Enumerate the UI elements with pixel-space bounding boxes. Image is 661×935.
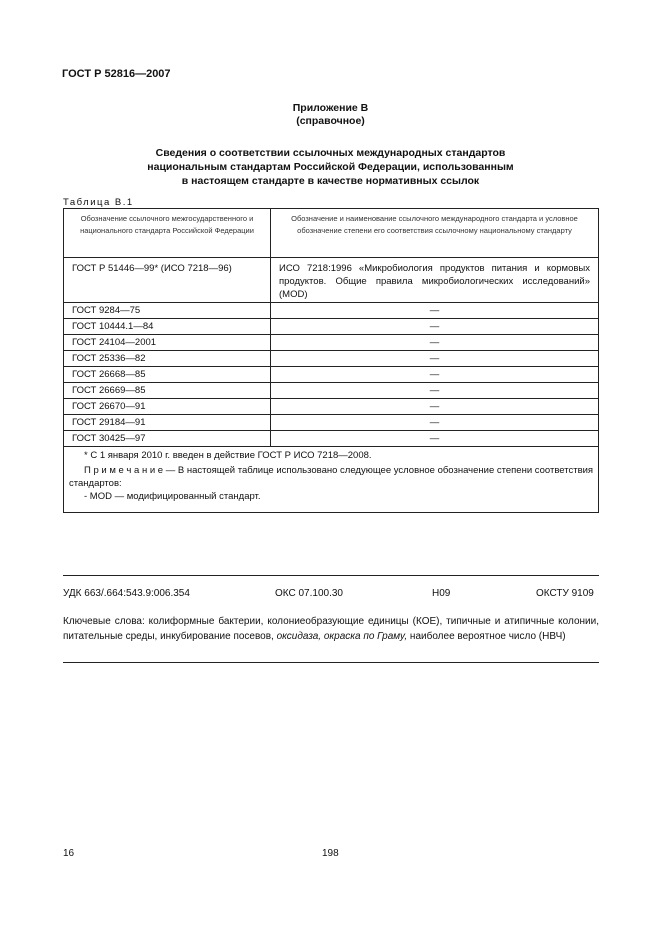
divider [63, 662, 599, 663]
table-row [64, 415, 599, 431]
table-label: Таблица В.1 [63, 197, 134, 208]
document-header: ГОСТ Р 52816—2007 [62, 68, 171, 80]
page-number-left: 16 [63, 848, 75, 859]
table-row [64, 258, 599, 303]
national-standard-cell: ГОСТ 26668—85 [64, 367, 271, 383]
table-row [64, 383, 599, 399]
column-header: Обозначение и наименование ссылочного международного стандарта и условное обозначение степени его соответствия ссылочному национальному стандарту [271, 209, 599, 258]
footnote: * С 1 января 2010 г. введен в действие ГОСТ Р ИСО 7218—2008. [84, 450, 372, 461]
table-notes [63, 446, 599, 513]
national-standard-cell: ГОСТ 10444.1—84 [64, 319, 271, 335]
national-standard-cell: ГОСТ 26670—91 [64, 399, 271, 415]
national-standard-cell: ГОСТ Р 51446—99* (ИСО 7218—96) [64, 258, 271, 303]
note-text: — В настоящей таблице использовано следующее условное обозначение степени соответствия стандартов: [69, 465, 594, 489]
international-standard-cell: — [271, 431, 599, 447]
international-standard-cell: — [271, 367, 599, 383]
page-number-center: 198 [322, 848, 339, 859]
table-row [64, 335, 599, 351]
international-standard-cell: — [271, 351, 599, 367]
keywords-text: Ключевые слова: колиформные бактерии, колониеобразующие единицы (КОЕ), типичные и атипичные колонии, питательные среды, инкубирование посевов, [63, 616, 599, 642]
heading-line: Сведения о соответствии ссылочных международных стандартов [155, 147, 506, 159]
international-standard-cell: — [271, 383, 599, 399]
national-standard-cell: ГОСТ 24104—2001 [64, 335, 271, 351]
international-standard-cell: — [271, 319, 599, 335]
national-standard-cell: ГОСТ 9284—75 [64, 303, 271, 319]
appendix-subtitle: (справочное) [296, 115, 365, 127]
note-item: - MOD — модифицированный стандарт. [84, 491, 261, 502]
international-standard-cell: — [271, 415, 599, 431]
international-standard-cell: — [271, 335, 599, 351]
udk-code: УДК 663/.664:543.9:006.354 [63, 588, 190, 599]
appendix-title: Приложение В [292, 102, 369, 114]
column-header: Обозначение ссылочного межгосударственного и национального стандарта Российской Федерации [64, 209, 271, 258]
note-label: П р и м е ч а н и е [84, 465, 164, 476]
oks-code: ОКС 07.100.30 [275, 588, 343, 599]
table-row [64, 367, 599, 383]
divider [63, 575, 599, 576]
classifier-code: Н09 [432, 588, 451, 599]
note [64, 462, 598, 490]
international-standard-cell: — [271, 303, 599, 319]
heading-line: в настоящем стандарте в качестве нормативных ссылок [181, 175, 480, 187]
national-standard-cell: ГОСТ 25336—82 [64, 351, 271, 367]
standards-table [63, 208, 599, 447]
table-row [64, 351, 599, 367]
keywords [63, 614, 599, 644]
national-standard-cell: ГОСТ 29184—91 [64, 415, 271, 431]
international-standard-cell: ИСО 7218:1996 «Микробиология продуктов питания и кормовых продуктов. Общие правила микробиологических исследований» (MOD) [271, 258, 599, 303]
okstu-code: ОКСТУ 9109 [536, 588, 594, 599]
keywords-tail: наиболее вероятное число (НВЧ) [407, 631, 566, 642]
national-standard-cell: ГОСТ 30425—97 [64, 431, 271, 447]
table-row [64, 399, 599, 415]
keywords-italic: оксидаза, окраска по Граму, [276, 631, 408, 642]
table-row [64, 431, 599, 447]
table-row [64, 319, 599, 335]
heading-line: национальным стандартам Российской Федерации, использованным [147, 161, 514, 173]
national-standard-cell: ГОСТ 26669—85 [64, 383, 271, 399]
table-row [64, 303, 599, 319]
international-standard-cell: — [271, 399, 599, 415]
